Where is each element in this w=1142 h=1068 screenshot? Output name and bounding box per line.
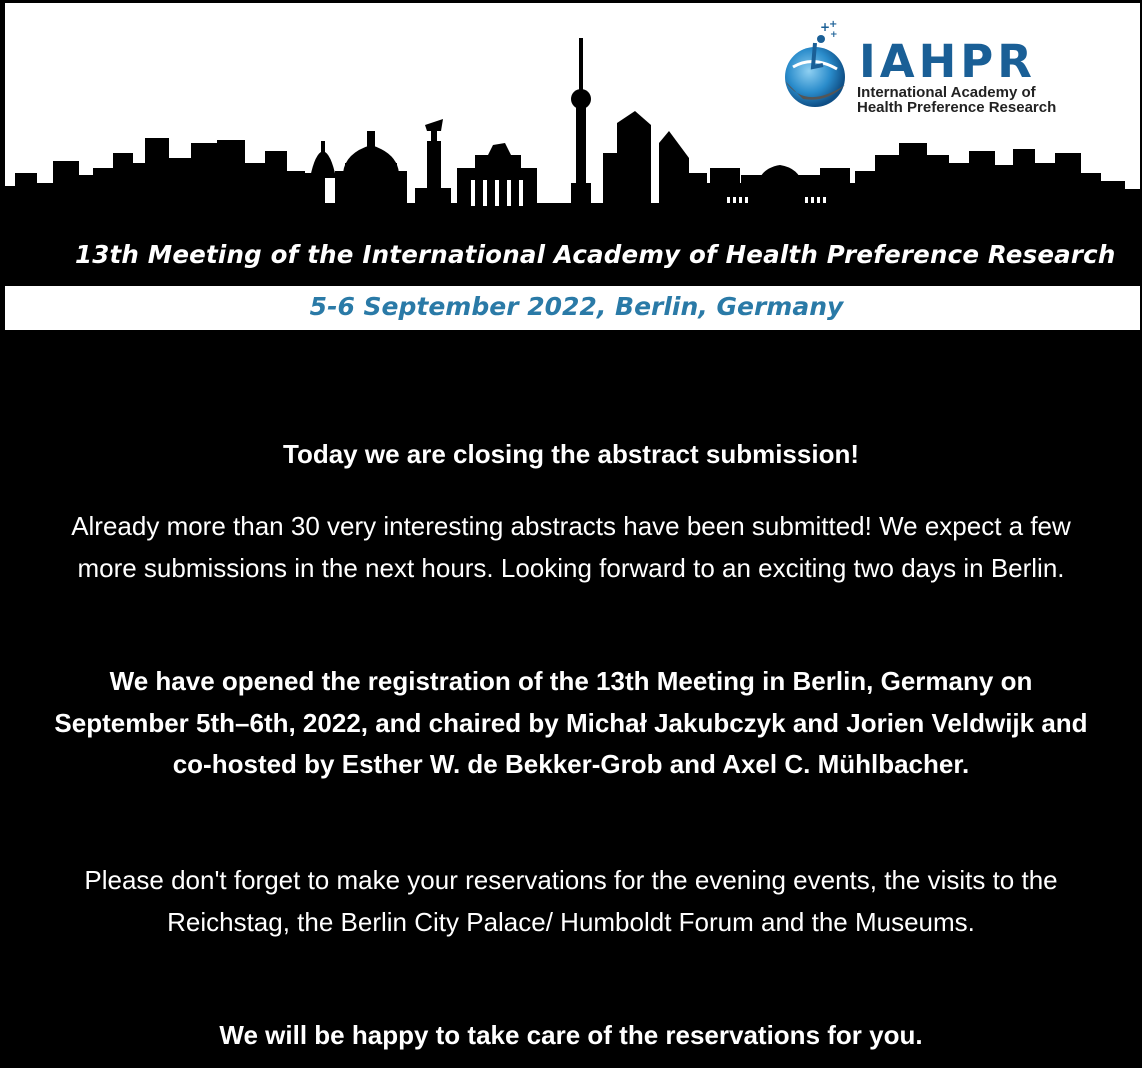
svg-text:+: + bbox=[830, 30, 838, 40]
closing-line: We will be happy to take care of the reservations for you. bbox=[219, 1020, 923, 1050]
headline: Today we are closing the abstract submission! bbox=[283, 439, 859, 469]
logo-name-line1: International Academy of bbox=[857, 84, 1036, 101]
reservations-paragraph: Please don't forget to make your reservations for the evening events, the visits to the Reichstag, the Berlin City Palace/ Humboldt Forum and the Museums. bbox=[84, 865, 1058, 937]
logo-acronym: IAHPR bbox=[859, 35, 1036, 88]
iahpr-logo bbox=[775, 19, 1105, 119]
registration-paragraph: We have opened the registration of the 13th Meeting in Berlin, Germany on September 5th–6th, 2022, and chaired by Michał Jakubczyk and Jorien Veldwijk and co-hosted by Esther W. de Bekker-Grob and Axel C. Mühlbacher. bbox=[54, 666, 1088, 779]
logo-name bbox=[857, 85, 1056, 115]
conference-banner bbox=[5, 3, 1140, 330]
globe-logo-icon bbox=[775, 19, 859, 119]
announcement-body bbox=[0, 330, 1142, 1068]
svg-text:+: + bbox=[829, 19, 838, 30]
svg-text:+: + bbox=[820, 20, 831, 34]
logo-name-line2: Health Preference Research bbox=[857, 99, 1057, 116]
meeting-title: 13th Meeting of the International Academy of Health Preference Research bbox=[75, 240, 1116, 269]
abstracts-paragraph: Already more than 30 very interesting abstracts have been submitted! We expect a few more submissions in the next hours. Looking forward to an exciting two days in Berlin. bbox=[71, 511, 1071, 583]
meeting-date-location: 5-6 September 2022, Berlin, Germany bbox=[309, 292, 844, 321]
